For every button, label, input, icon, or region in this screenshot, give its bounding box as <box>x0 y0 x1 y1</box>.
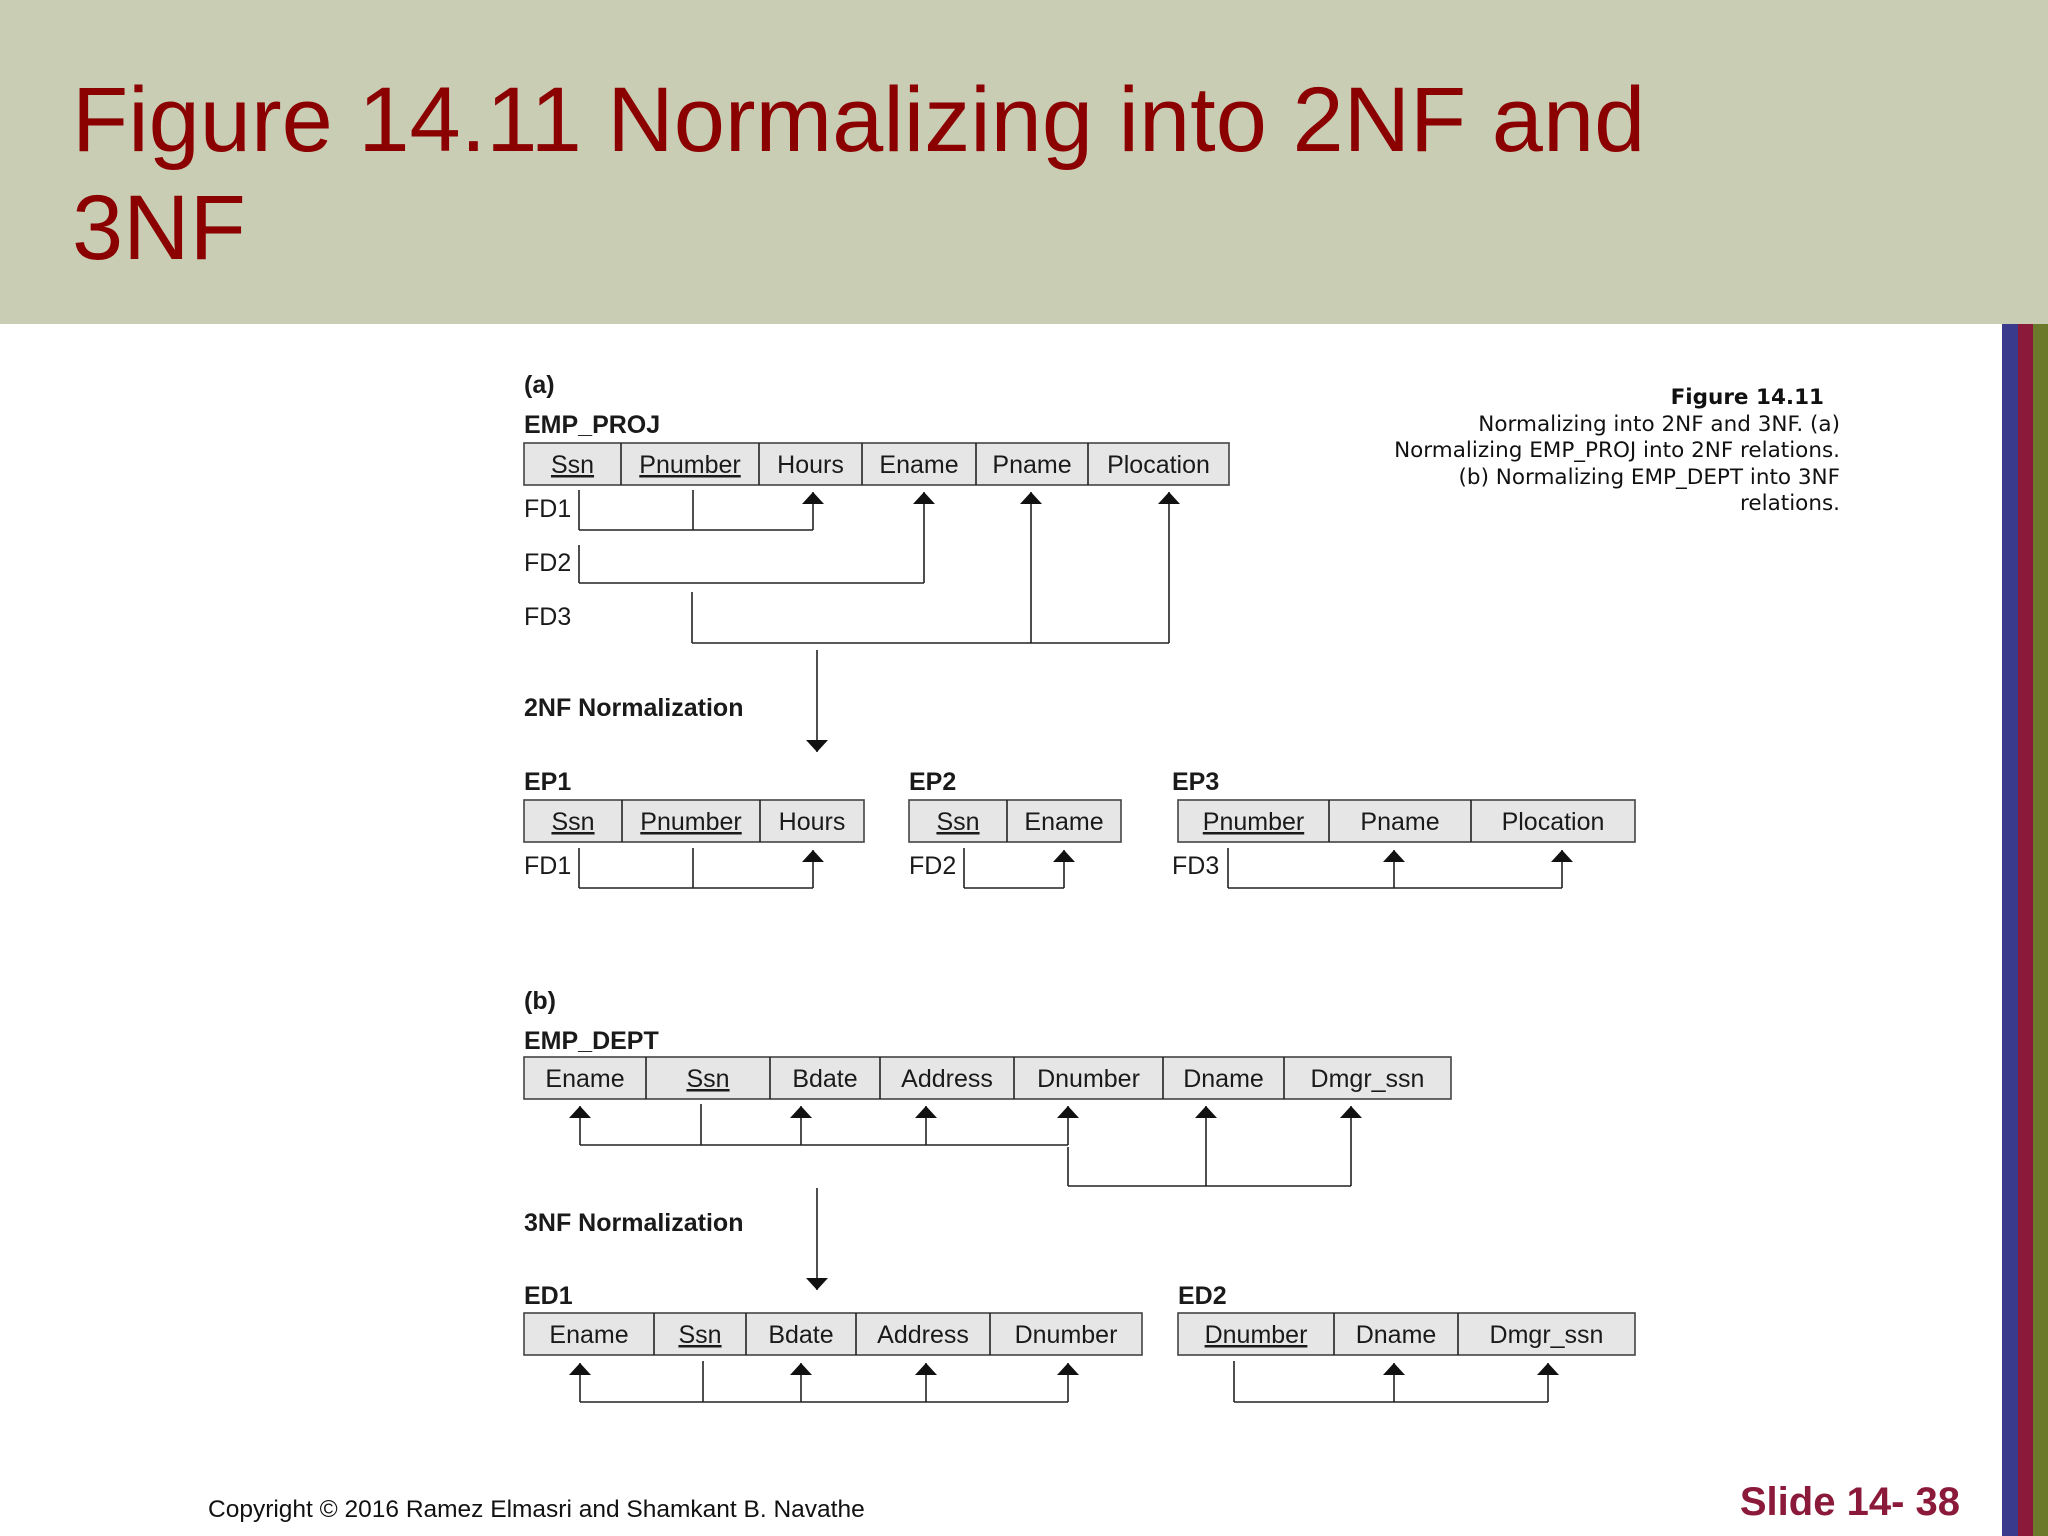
emp-proj-cell-ename: Ename <box>879 451 959 479</box>
ed2-cell-dnumber: Dnumber <box>1204 1321 1308 1349</box>
ep1-cell-hours: Hours <box>778 808 846 836</box>
ep3-cell-pnumber: Pnumber <box>1202 808 1305 836</box>
slide-title: Figure 14.11 Normalizing into 2NF and 3NF <box>72 69 1646 279</box>
fd2-label: FD2 <box>524 549 572 577</box>
ed1-cell-address: Address <box>877 1321 969 1349</box>
emp-dept-cell-ssn: Ssn <box>686 1065 730 1093</box>
ed2-cell-dname: Dname <box>1355 1321 1437 1349</box>
ep2-cell-ename: Ename <box>1024 808 1104 836</box>
diagram-content <box>524 371 1635 1402</box>
emp-proj-name: EMP_PROJ <box>524 411 661 439</box>
emp-proj-cell-hours: Hours <box>777 451 844 479</box>
ep2-cell-ssn: Ssn <box>936 808 980 836</box>
fd1-label: FD1 <box>524 495 572 523</box>
emp-dept-cell-ename: Ename <box>545 1065 625 1093</box>
part-a-label: (a) <box>524 371 555 399</box>
ep3-fd-label: FD3 <box>1172 852 1220 880</box>
ep3-cell-pname: Pname <box>1360 808 1440 836</box>
ep3-name: EP3 <box>1172 768 1220 796</box>
emp-dept-cell-dname: Dname <box>1183 1065 1264 1093</box>
ep1-cell-pnumber: Pnumber <box>640 808 742 836</box>
ep1-cell-ssn: Ssn <box>551 808 595 836</box>
ep2-fd-label: FD2 <box>909 852 957 880</box>
ep1-fd-label: FD1 <box>524 852 572 880</box>
emp-dept-cell-bdate: Bdate <box>792 1065 858 1093</box>
ed1-cell-bdate: Bdate <box>768 1321 834 1349</box>
emp-dept-name: EMP_DEPT <box>524 1027 659 1055</box>
ed1-name: ED1 <box>524 1282 573 1310</box>
emp-proj-cell-plocation: Plocation <box>1107 451 1210 479</box>
emp-dept-cell-dnumber: Dnumber <box>1037 1065 1140 1093</box>
ep2-name: EP2 <box>909 768 957 796</box>
emp-proj-cell-pnumber: Pnumber <box>639 451 741 479</box>
ed1-cell-dnumber: Dnumber <box>1014 1321 1118 1349</box>
step-2nf-label: 2NF Normalization <box>524 694 744 722</box>
emp-dept-cell-address: Address <box>901 1065 993 1093</box>
emp-proj-cell-pname: Pname <box>992 451 1072 479</box>
ed1-cell-ename: Ename <box>549 1321 629 1349</box>
ed2-name: ED2 <box>1178 1282 1227 1310</box>
copyright-notice: Copyright © 2016 Ramez Elmasri and Shamkant B. Navathe <box>208 1496 865 1523</box>
ed1-cell-ssn: Ssn <box>678 1321 722 1349</box>
fd3-label: FD3 <box>524 603 572 631</box>
ep3-cell-plocation: Plocation <box>1501 808 1605 836</box>
ed2-cell-dmgr-ssn: Dmgr_ssn <box>1489 1321 1604 1349</box>
caption-title: Figure 14.11 <box>1670 385 1824 410</box>
ep1-name: EP1 <box>524 768 572 796</box>
step-3nf-label: 3NF Normalization <box>524 1209 744 1237</box>
emp-proj-cell-ssn: Ssn <box>550 451 595 479</box>
part-b-label: (b) <box>524 987 556 1015</box>
slide-number: Slide 14- 38 <box>1739 1480 1960 1524</box>
caption-body: Normalizing into 2NF and 3NF. (a) Normalizing EMP_PROJ into 2NF relations. (b) Normalizing EMP_DEPT into 3NF relations. <box>1394 411 1840 516</box>
emp-dept-cell-dmgr-ssn: Dmgr_ssn <box>1310 1065 1425 1093</box>
